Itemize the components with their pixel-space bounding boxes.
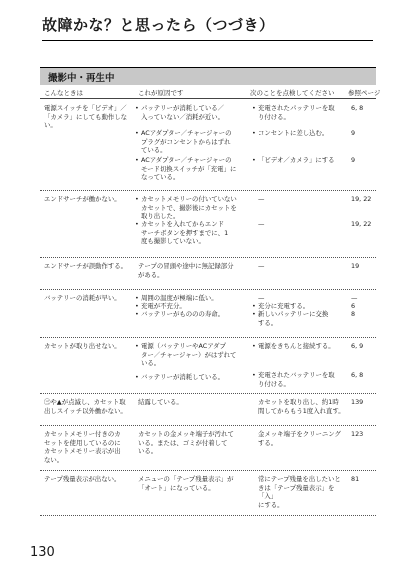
header-action: 次のことを点検してください — [250, 89, 335, 97]
text-line: きは「テープ残量表示」を「入」 — [258, 483, 335, 501]
cause-item — [135, 104, 253, 121]
ref-page: 19, 22 — [351, 195, 372, 203]
text-line: 「カメラ」にしても動作しな — [44, 112, 128, 121]
text-line: • ACアダプター／チャージャーの — [141, 156, 232, 164]
text-line: 出しスイッチ以外働かない。 — [44, 406, 127, 415]
action-item — [252, 156, 348, 165]
symptom-cell — [44, 342, 134, 351]
text-line: 入っていない／消耗が近い。 — [141, 112, 225, 121]
text-line: 結露している。 — [138, 398, 183, 406]
cause-item — [135, 262, 253, 279]
cause-item — [135, 430, 253, 456]
cause-text — [135, 373, 253, 382]
text-line: 間してからもう1度入れ直す。 — [258, 406, 345, 415]
text-line: テープ残量表示が出ない。 — [44, 475, 121, 483]
text-line: り付ける。 — [258, 379, 290, 388]
cause-item — [135, 310, 253, 319]
symptom-cell — [44, 104, 134, 130]
text-line: エンドサーチが働かない。 — [44, 195, 121, 203]
ref-page: 81 — [351, 475, 360, 483]
row-divider — [40, 257, 376, 258]
action-text — [252, 129, 348, 138]
action-item — [252, 310, 348, 327]
ref-page: 139 — [351, 398, 364, 406]
text-line: なっている。 — [141, 173, 180, 182]
text-line: • バッテリーが消耗している。 — [141, 373, 225, 381]
action-item — [252, 129, 348, 138]
section-header — [40, 67, 376, 85]
header-divider — [40, 98, 376, 99]
text-line: がある。 — [138, 270, 164, 279]
row-divider — [40, 393, 376, 394]
action-item — [252, 342, 348, 351]
action-text — [252, 156, 348, 165]
text-line: にする。 — [258, 500, 284, 509]
text-line: テープの冒頭や途中に無記録部分 — [138, 262, 234, 270]
header-ref: 参照ページ — [348, 89, 381, 97]
text-line: バッテリーの消耗が早い。 — [44, 294, 121, 302]
action-item — [252, 371, 348, 388]
row-divider — [40, 337, 376, 338]
text-line: • カセットを入れてからエンド — [141, 220, 225, 228]
action-item — [252, 430, 348, 447]
text-line: • 充分に充電する。 — [258, 302, 310, 310]
cause-text — [135, 262, 253, 279]
cause-item — [135, 342, 253, 368]
ref-page: 9 — [351, 129, 356, 137]
cause-text — [135, 430, 253, 456]
text-line: いる。 — [138, 447, 158, 456]
text-line: メニューの「テープ残量表示」が — [138, 475, 234, 483]
cause-text — [135, 195, 253, 221]
text-line: ㊂や▲が点滅し、カセット取 — [44, 398, 126, 406]
text-line: • 電源（バッテリーやACアダプ — [141, 342, 226, 350]
action-text — [252, 398, 348, 415]
cause-text — [135, 398, 253, 407]
text-line: • 周囲の温度が極端に低い。 — [141, 294, 218, 302]
row-divider — [40, 515, 376, 516]
text-line: 「オート」になっている。 — [138, 483, 215, 492]
text-line: 取り出した。 — [141, 212, 180, 221]
text-line: 電源スイッチを「ビデオ」／ — [44, 104, 127, 112]
ref-page: 9 — [351, 156, 356, 164]
text-line: • パッテリーが消耗している／ — [141, 104, 225, 112]
cause-item — [135, 156, 253, 182]
header-symptom: こんなときは — [44, 89, 83, 97]
ref-page: 19 — [351, 262, 360, 270]
text-line: エンドサーチが誤動作する。 — [44, 262, 128, 270]
page-number: 130 — [30, 545, 55, 560]
cause-item — [135, 220, 253, 246]
text-line: カセットで、撮影後にカセットを — [141, 203, 237, 212]
text-line: カセットメモリー表示が出 — [44, 447, 121, 456]
title-underline — [42, 40, 373, 41]
symptom-cell — [44, 398, 134, 415]
cause-item — [135, 475, 253, 492]
text-line: • 「ビデオ／カメラ」にする — [258, 156, 335, 164]
symptom-cell — [44, 262, 134, 271]
cause-text — [135, 220, 253, 246]
action-item — [252, 398, 348, 415]
text-line: • ACアダプター／チャージャーの — [141, 129, 232, 137]
text-line: — — [258, 294, 265, 302]
cause-text — [135, 129, 253, 155]
text-line: いる。または、ゴミが付着して — [138, 438, 228, 447]
text-line: — — [258, 220, 265, 228]
cause-item — [135, 398, 253, 407]
action-text — [252, 220, 348, 229]
text-line: — — [258, 195, 265, 203]
text-line: • 新しいパッテリーに交換 — [258, 310, 329, 318]
action-text — [252, 310, 348, 327]
text-line: • 充電されたバッテリーを取 — [258, 371, 335, 379]
symptom-cell — [44, 294, 134, 303]
ref-page: 6, 9 — [351, 342, 364, 350]
text-line: • バッテリーがもののの寿命。 — [141, 310, 225, 318]
text-line: する。 — [258, 318, 278, 327]
row-divider — [40, 425, 376, 426]
text-line: カセットが取り出せない。 — [44, 342, 121, 350]
text-line: り付ける。 — [258, 112, 290, 121]
cause-text — [135, 104, 253, 121]
text-line: カセットの金メッキ端子が汚れて — [138, 430, 234, 438]
action-text — [252, 475, 348, 509]
ref-page: 19, 22 — [351, 220, 372, 228]
text-line: いる。 — [141, 359, 161, 368]
text-line: ない。 — [44, 455, 64, 464]
text-line: モード切換スイッチが「充電」に — [141, 164, 237, 173]
ref-page: 6, 8 — [351, 104, 364, 112]
cause-item — [135, 373, 253, 382]
text-line: い。 — [44, 121, 57, 130]
row-divider — [40, 470, 376, 471]
text-line: ている。 — [141, 146, 167, 155]
cause-text — [135, 156, 253, 182]
section-title: 撮影中・再生中 — [48, 73, 115, 84]
action-text — [252, 342, 348, 351]
text-line: カセットを取り出し、約1時 — [258, 398, 339, 406]
ref-page: — — [351, 294, 358, 302]
action-item — [252, 262, 348, 271]
header-cause: これが原因です — [138, 89, 184, 97]
text-line: 常にテープ残量を出したいと — [258, 475, 341, 483]
action-item — [252, 220, 348, 229]
action-text — [252, 104, 348, 121]
text-line: 金メッキ端子をクリーニング — [258, 430, 341, 438]
action-text — [252, 371, 348, 388]
cause-text — [135, 342, 253, 368]
text-line: • コンセントに差し込む。 — [258, 129, 329, 137]
text-line: • 充電されたパッテリーを取 — [258, 104, 335, 112]
action-text — [252, 430, 348, 447]
ref-page: 6, 8 — [351, 371, 364, 379]
ref-page: 123 — [351, 430, 364, 438]
action-item — [252, 195, 348, 204]
text-line: ター／チャージャー）がはずれて — [141, 350, 237, 359]
cause-item — [135, 129, 253, 155]
cause-item — [135, 195, 253, 221]
row-divider — [40, 190, 376, 191]
text-line: する。 — [258, 438, 278, 447]
text-line: • 電源をきちんと接続する。 — [258, 342, 335, 350]
symptom-cell — [44, 430, 134, 464]
cause-text — [135, 310, 253, 319]
ref-page: 6 — [351, 302, 356, 310]
text-line: カセットメモリー付きのカ — [44, 430, 121, 438]
cause-text — [135, 475, 253, 492]
action-text — [252, 195, 348, 204]
symptom-cell — [44, 475, 134, 484]
symptom-cell — [44, 195, 134, 204]
action-item — [252, 475, 348, 509]
row-divider — [40, 289, 376, 290]
text-line: サーチボタンを押すまでに、1 — [141, 228, 229, 237]
ref-page: 8 — [351, 310, 356, 318]
page-title: 故障かな？と思ったら（つづき） — [42, 16, 275, 34]
text-line: 度も撮影していない。 — [141, 237, 205, 246]
text-line: プラグがコンセントからはずれ — [141, 137, 231, 146]
text-line: • カセットメモリーの付いていない — [141, 195, 237, 203]
text-line: — — [258, 262, 265, 270]
action-item — [252, 104, 348, 121]
text-line: セットを使用しているのに — [44, 438, 121, 447]
text-line: • 充電が不充分。 — [141, 302, 186, 310]
action-text — [252, 262, 348, 271]
